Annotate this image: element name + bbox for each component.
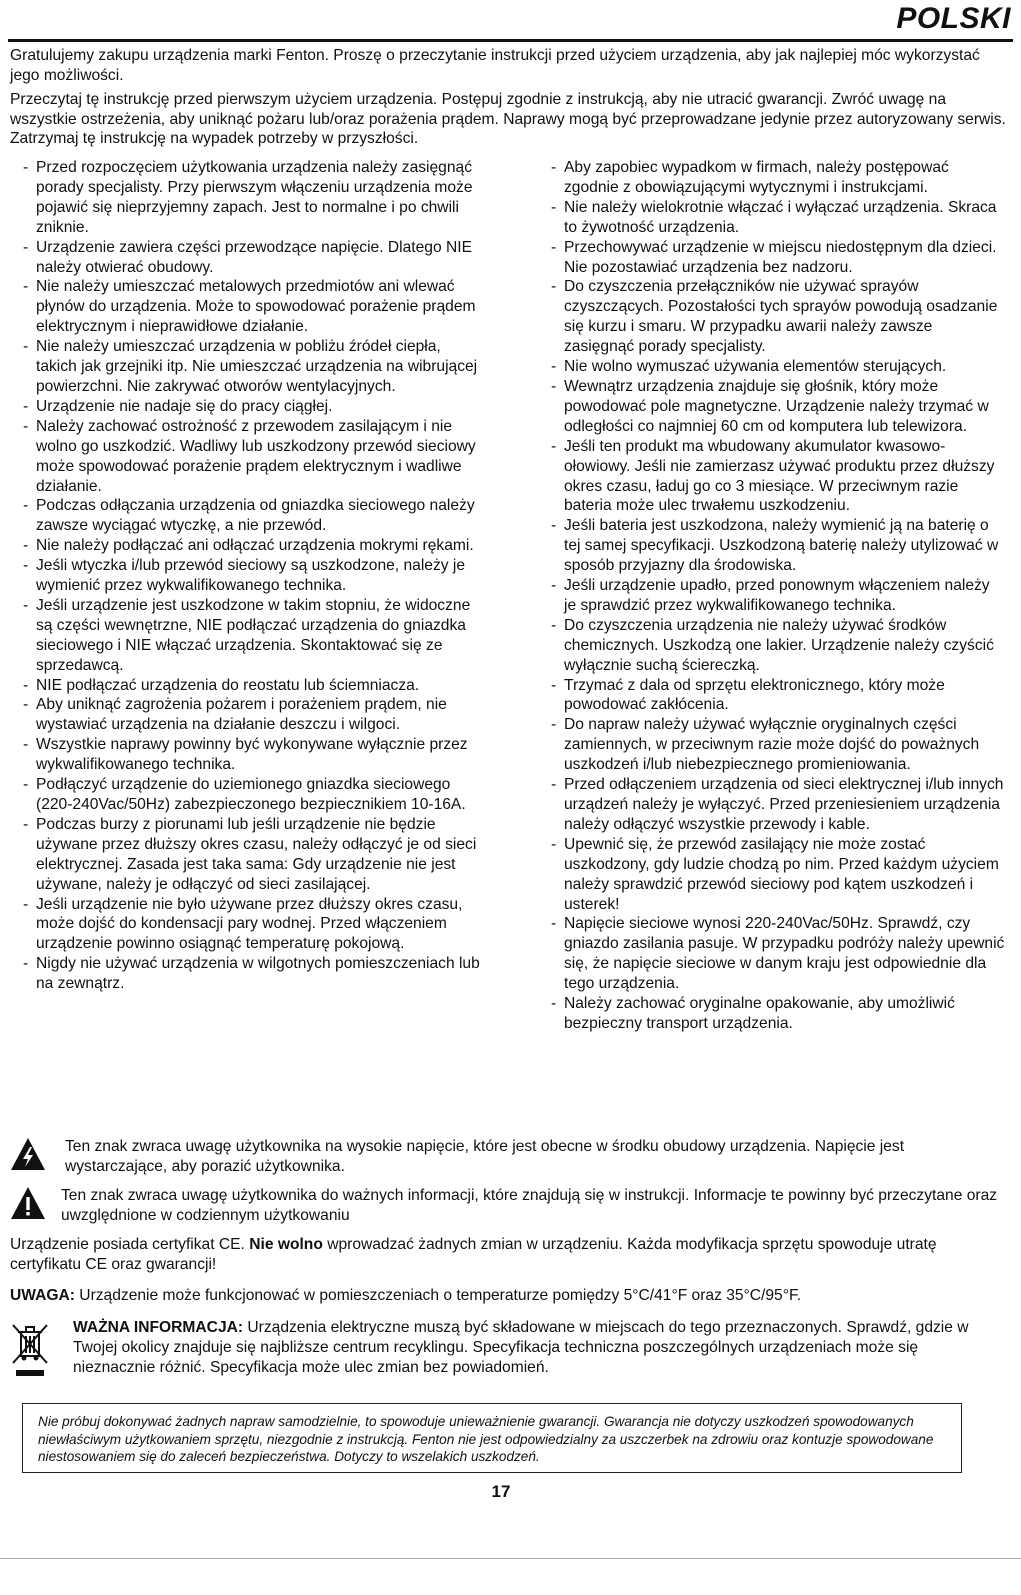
safety-item: - Przed odłączeniem urządzenia od sieci elektrycznej i/lub innych urządzeń należy je wyłączyć. Przed przeniesieniem urządzenia należy odłączyć wszystkie przewody i kable. (550, 775, 1005, 835)
safety-item: - Nie wolno wymuszać używania elementów sterujących. (550, 357, 1005, 377)
disclaimer-box (22, 1403, 962, 1473)
page-number: 17 (491, 1482, 511, 1501)
high-voltage-warning-text: Ten znak zwraca uwagę użytkownika na wysokie napięcie, które jest obecne w środku obudowy urządzenia. Napięcie jest wystarczające, aby porazić użytkownika. (65, 1138, 905, 1175)
safety-item: - Nie należy umieszczać urządzenia w pobliżu źródeł ciepła, takich jak grzejniki itp. Nie umieszczać urządzenia na wibrującej powierzchni. Nie zakrywać otworów wentylacyjnych. (22, 337, 484, 397)
temperature-note-label: UWAGA: (10, 1287, 75, 1304)
safety-item: - Upewnić się, że przewód zasilający nie może zostać uszkodzony, gdy ludzie chodzą po nim. Przed każdym użyciem należy sprawdzić przewód sieciowy pod kątem uszkodzeń i usterek! (550, 835, 1005, 915)
safety-item: - Jeśli urządzenie jest uszkodzone w takim stopniu, że widoczne są części wewnętrzne, NIE podłączać urządzenia do gniazdka sieciowego i NIE włączać urządzenia. Skontaktować się ze sprzedawcą. (22, 596, 484, 676)
weee-label: WAŻNA INFORMACJA: (73, 1319, 244, 1336)
language-heading: POLSKI (896, 2, 1011, 35)
safety-item: - Nigdy nie używać urządzenia w wilgotnych pomieszczeniach lub na zewnątrz. (22, 954, 484, 994)
safety-item: - Podczas burzy z piorunami lub jeśli urządzenie nie będzie używane przez dłuższy okres czasu, należy odłączyć je od sieci elektrycznej. Zasada jest taka sama: Gdy urządzenie nie jest używane, należy je odłączyć od sieci zasilającej. (22, 815, 484, 895)
safety-item: - Urządzenie nie nadaje się do pracy ciągłej. (22, 397, 484, 417)
safety-item: - NIE podłączać urządzenia do reostatu lub ściemniacza. (22, 676, 484, 696)
lightning-warning-icon (10, 1137, 46, 1176)
ce-statement (10, 1235, 1010, 1274)
important-info-warning-text: Ten znak zwraca uwagę użytkownika do ważnych informacji, które znajdują się w instrukcji. Informacje te powinny być przeczytane oraz uwzględnione w codziennym użytkowaniu (61, 1187, 998, 1224)
safety-item: - Podczas odłączania urządzenia od gniazdka sieciowego należy zawsze wyciągać wtyczkę, a nie przewód. (22, 496, 484, 536)
temperature-note-text: Urządzenie może funkcjonować w pomieszczeniach o temperaturze pomiędzy 5°C/41°F oraz 35°C/95°F. (74, 1287, 802, 1304)
weee-body: Urządzenia elektryczne muszą być składowane w miejscach do tego przeznaczonych. Sprawdź, gdzie w Twojej okolicy znajduje się najbliższe centrum recyklingu. Specyfikacja techniczna poszczególnych urządzeniach może się nieznacznie różnić. Specyfikacja może ulec zmian bez powiadomień. (73, 1319, 969, 1376)
bottom-rule (0, 1558, 1021, 1559)
safety-item: - Jeśli urządzenie upadło, przed ponownym włączeniem należy je sprawdzić przez wykwalifikowanego technika. (550, 576, 1005, 616)
safety-item: - Przed rozpoczęciem użytkowania urządzenia należy zasięgnąć porady specjalisty. Przy pierwszym włączeniu urządzenia może pojawić się nieprzyjemny zapach. Jest to normalne i po chwili zniknie. (22, 158, 484, 238)
safety-item: - Podłączyć urządzenie do uziemionego gniazdka sieciowego (220-240Vac/50Hz) zabezpieczonego bezpiecznikiem 10-16A. (22, 775, 484, 815)
safety-item: - Należy zachować ostrożność z przewodem zasilającym i nie wolno go uszkodzić. Wadliwy lub uszkodzony przewód sieciowy może spowodować porażenie prądem elektrycznym i wadliwe działanie. (22, 417, 484, 497)
safety-item: - Do czyszczenia przełączników nie używać sprayów czyszczących. Pozostałości tych sprayów powodują osadzanie się kurzu i smaru. W przypadku awarii należy zawsze zasięgnąć porady specjalisty. (550, 277, 1005, 357)
safety-item: - Wewnątrz urządzenia znajduje się głośnik, który może powodować pole magnetyczne. Urządzenie należy trzymać w odległości co najmniej 60 cm od komputera lub telewizora. (550, 377, 1005, 437)
disclaimer-text: Nie próbuj dokonywać żadnych napraw samodzielnie, to spowoduje unieważnienie gwarancji. Gwarancja nie dotyczy uszkodzeń spowodowanych niewłaściwym użytkowaniem sprzętu, niezgodnie z instrukcją. Fenton nie jest odpowiedzialny za uszczerbek na zdrowiu oraz kontuzje spowodowane niestosowaniem się do zaleceń bezpieczeństwa. Dotyczy to wszelakich uszkodzeń. (38, 1414, 934, 1464)
ce-text-start: Urządzenie posiada certyfikat CE. (10, 1236, 250, 1253)
safety-list-right (550, 158, 1005, 1034)
intro-paragraph-1: Gratulujemy zakupu urządzenia marki Fenton. Proszę o przeczytanie instrukcji przed użyciem urządzenia, aby jak najlepiej móc wykorzystać jego możliwości. (10, 47, 980, 84)
safety-item: - Jeśli wtyczka i/lub przewód sieciowy są uszkodzone, należy je wymienić przez wykwalifikowanego technika. (22, 556, 484, 596)
safety-item: - Aby uniknąć zagrożenia pożarem i porażeniem prądem, nie wystawiać urządzenia na działanie deszczu i wilgoci. (22, 695, 484, 735)
safety-item: - Przechowywać urządzenie w miejscu niedostępnym dla dzieci. Nie pozostawiać urządzenia bez nadzoru. (550, 238, 1005, 278)
header-rule (8, 39, 1013, 42)
intro-paragraph-2: Przeczytaj tę instrukcję przed pierwszym użyciem urządzenia. Postępuj zgodnie z instrukcją, aby nie utracić gwarancji. Zwróć uwagę na wszystkie ostrzeżenia, aby uniknąć pożaru lub/oraz porażenia prądem. Naprawy mogą być przeprowadzane jedynie przez autoryzowany serwis. Zatrzymaj tę instrukcję na wypadek potrzeby w przyszłości. (10, 91, 1006, 147)
safety-item: - Wszystkie naprawy powinny być wykonywane wyłącznie przez wykwalifikowanego technika. (22, 735, 484, 775)
safety-item: - Nie należy umieszczać metalowych przedmiotów ani wlewać płynów do urządzenia. Może to spowodować porażenie prądem elektrycznym i nieprawidłowe działanie. (22, 277, 484, 337)
safety-item: - Nie należy wielokrotnie włączać i wyłączać urządzenia. Skraca to żywotność urządzenia. (550, 198, 1005, 238)
safety-item: - Trzymać z dala od sprzętu elektronicznego, który może powodować zakłócenia. (550, 676, 1005, 716)
safety-item: - Napięcie sieciowe wynosi 220-240Vac/50Hz. Sprawdź, czy gniazdo zasilania pasuje. W przypadku podróży należy upewnić się, że napięcie sieciowe w danym kraju jest odpowiednie dla tego urządzenia. (550, 914, 1005, 994)
crossed-bin-icon (10, 1320, 50, 1383)
weee-text (73, 1318, 1003, 1378)
safety-item: - Do napraw należy używać wyłącznie oryginalnych części zamiennych, w przeciwnym razie może dojść do poważnych uszkodzeń i/lub niebezpiecznego promieniowania. (550, 715, 1005, 775)
safety-item: - Do czyszczenia urządzenia nie należy używać środków chemicznych. Uszkodzą one lakier. Urządzenie należy czyścić wyłącznie suchą ściereczką. (550, 616, 1005, 676)
safety-item: - Jeśli bateria jest uszkodzona, należy wymienić ją na baterię o tej samej specyfikacji. Uszkodzoną baterię należy utylizować w sposób przyjazny dla środowiska. (550, 516, 1005, 576)
safety-item: - Urządzenie zawiera części przewodzące napięcie. Dlatego NIE należy otwierać obudowy. (22, 238, 484, 278)
temperature-note (10, 1286, 1010, 1306)
safety-item: - Jeśli urządzenie nie było używane przez dłuższy okres czasu, może dojść do kondensacji pary wodnej. Przed włączeniem urządzenie powinno osiągnąć temperaturę pokojową. (22, 895, 484, 955)
safety-item: - Nie należy podłączać ani odłączać urządzenia mokrymi rękami. (22, 536, 484, 556)
ce-text-end: wprowadzać żadnych zmian w urządzeniu. Każda modyfikacja sprzętu spowoduje utratę certyfikatu CE oraz gwarancji! (10, 1236, 937, 1273)
exclamation-warning-icon (10, 1186, 46, 1225)
ce-emphasis: Nie wolno (249, 1236, 323, 1253)
safety-item: - Aby zapobiec wypadkom w firmach, należy postępować zgodnie z obowiązującymi wytycznymi i instrukcjami. (550, 158, 1005, 198)
safety-item: - Należy zachować oryginalne opakowanie, aby umożliwić bezpieczny transport urządzenia. (550, 994, 1005, 1034)
safety-item: - Jeśli ten produkt ma wbudowany akumulator kwasowo-ołowiowy. Jeśli nie zamierzasz używać produktu przez dłuższy okres czasu, ładuj go co 3 miesiące. W przeciwnym razie bateria może ulec trwałemu uszkodzeniu. (550, 437, 1005, 517)
safety-list-left (22, 158, 484, 994)
